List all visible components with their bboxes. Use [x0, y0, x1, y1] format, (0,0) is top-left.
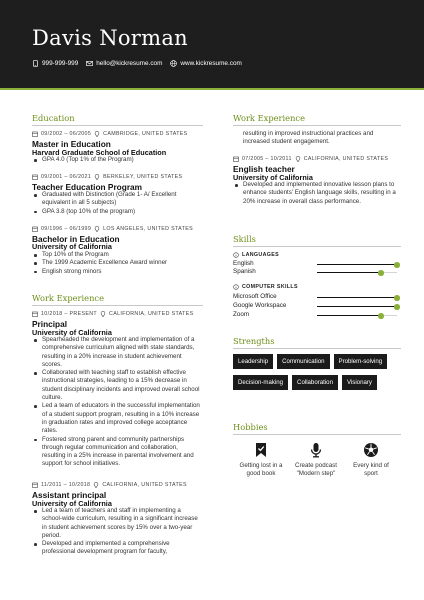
strength-tag: Communication: [277, 354, 329, 369]
hobbies-title: Hobbies: [233, 422, 268, 432]
work-1-org: University of California: [32, 328, 112, 337]
skills-group-languages: [233, 252, 279, 258]
calendar-icon: [233, 156, 239, 162]
work-continued-text: resulting in improved instructional practices and increased student engagement.: [243, 130, 374, 146]
edu-1-meta: [32, 131, 188, 137]
skill-label: Spanish: [233, 268, 256, 275]
strength-tag: Visionary: [342, 375, 377, 390]
hobby-label-line2: sport: [364, 470, 378, 477]
skill-row: [233, 311, 401, 319]
skill-row: [233, 293, 401, 301]
skills-rule: [233, 246, 401, 247]
skill-level-bar: [317, 272, 397, 273]
contact-email: [86, 60, 162, 67]
skill-level-dot: [378, 270, 384, 276]
calendar-icon: [32, 131, 38, 137]
bullet-item: Top 10% of the Program: [32, 251, 202, 259]
contact-bar: [32, 60, 242, 67]
bullet-item: Spearheaded the development and implementation of a comprehensive curriculum aligned with state standards, resulting in a 20% increase in student achievement scores.: [32, 336, 200, 369]
website-text: www.kickresume.com: [180, 60, 242, 67]
work-2-org: University of California: [32, 499, 112, 508]
hobby-item: [288, 442, 344, 478]
microphone-icon: [308, 442, 324, 458]
strength-tag: Decision-making: [233, 375, 288, 390]
skill-row: [233, 268, 401, 276]
strength-tag: Problem-solving: [334, 354, 388, 369]
bullet-item: GPA 3.8 (top 10% of the program): [32, 208, 202, 216]
work-1-location: CALIFORNIA, UNITED STATES: [109, 311, 194, 317]
skill-row: [233, 302, 401, 310]
work-3-location: CALIFORNIA, UNITED STATES: [303, 156, 389, 162]
work-2-dates: 11/2011 – 10/2018: [41, 482, 91, 488]
hobby-item: [233, 442, 289, 478]
work-1-dates: 10/2018 – PRESENT: [41, 311, 98, 317]
strength-tag: Collaboration: [292, 375, 338, 390]
work-experience-rule: [32, 305, 203, 306]
skill-level-bar: [317, 297, 397, 298]
strengths-title: Strengths: [233, 336, 275, 346]
skill-level-dot: [394, 295, 400, 301]
bullet-item: Developed and implemented a comprehensive professional development program for faculty,: [32, 540, 200, 557]
skills-group-heading: LANGUAGES: [242, 252, 279, 258]
edu-3-degree: Bachelor in Education: [32, 234, 120, 244]
work-experience-cont-rule: [233, 125, 401, 126]
work-2-meta: [32, 482, 187, 488]
edu-2-degree: Teacher Education Program: [32, 182, 143, 192]
work-3-dates: 07/2005 – 10/2011: [242, 156, 292, 162]
edu-3-dates: 09/1996 – 06/1999: [41, 226, 92, 232]
work-experience-cont-title: Work Experience: [233, 113, 305, 123]
education-title: Education: [32, 113, 75, 123]
skill-level-fill: [317, 306, 397, 307]
skill-label: Google Workspace: [233, 302, 287, 309]
strengths-rule: [233, 348, 401, 349]
info-circle-icon: [233, 284, 239, 290]
skill-label: Zoom: [233, 311, 250, 318]
edu-2-meta: [32, 174, 182, 180]
bullet-item: Led a team of educators in the successful implementation of a student support program, resulting in a 10% increase in graduation rates and improved college acceptance rates.: [32, 402, 200, 435]
skill-level-bar: [317, 315, 397, 316]
location-pin-icon: [94, 226, 100, 232]
work-1-role: Principal: [32, 319, 68, 329]
work-3-role: English teacher: [233, 164, 295, 174]
bookmark-icon: [253, 442, 269, 458]
skills-title: Skills: [233, 234, 256, 244]
globe-icon: [170, 60, 177, 67]
location-pin-icon: [100, 311, 106, 317]
bullet-item: English strong minors: [32, 268, 202, 276]
work-3-org: University of California: [233, 173, 313, 182]
work-experience-title: Work Experience: [32, 293, 104, 303]
hobby-label-line2: good book: [246, 470, 276, 477]
work-2-role: Assistant principal: [32, 490, 107, 500]
soccer-ball-icon: [363, 442, 379, 458]
edu-3-bullets: [32, 251, 202, 276]
phone-icon: [32, 60, 39, 67]
hobby-label-line2: "Modern step": [296, 470, 336, 477]
bullet-item: The 1999 Academic Excellence Award winner: [32, 259, 202, 267]
location-pin-icon: [94, 174, 100, 180]
work-2-bullets: [32, 507, 200, 557]
skill-level-bar: [317, 306, 397, 307]
header-accent-line: [0, 88, 424, 90]
edu-1-location: CAMBRIDGE, UNITED STATES: [103, 131, 188, 137]
bullet-item: Led a team of teachers and staff in implementing a school-wide curriculum, resulting in a significant increase in student achievement scores by 15% over a two-year period.: [32, 507, 200, 540]
edu-2-location: BERKELEY, UNITED STATES: [103, 174, 183, 180]
info-circle-icon: [233, 252, 239, 258]
hobby-item: [343, 442, 399, 478]
edu-1-dates: 09/2002 – 06/2005: [41, 131, 92, 137]
location-pin-icon: [93, 482, 99, 488]
skill-level-fill: [317, 297, 397, 298]
bullet-item: Developed and implemented innovative lesson plans to enhance students' English language skills, resulting in a 20% increase in overall class performance.: [233, 181, 401, 206]
calendar-icon: [32, 174, 38, 180]
hobby-label-line1: Every kind of: [353, 462, 389, 469]
work-3-meta: [233, 156, 388, 162]
work-2-location: CALIFORNIA, UNITED STATES: [102, 482, 187, 488]
strength-tag: Leadership: [233, 354, 273, 369]
work-1-meta: [32, 311, 194, 317]
edu-3-meta: [32, 226, 193, 232]
edu-3-location: LOS ANGELES, UNITED STATES: [103, 226, 193, 232]
location-pin-icon: [295, 156, 301, 162]
work-1-bullets: [32, 336, 200, 469]
work-3-bullets: [233, 181, 401, 206]
email-icon: [86, 60, 93, 67]
candidate-name: Davis Norman: [32, 26, 189, 50]
calendar-icon: [32, 226, 38, 232]
edu-2-bullets: [32, 191, 202, 216]
edu-2-dates: 09/2001 – 06/2021: [41, 174, 92, 180]
strengths-tags: [233, 354, 403, 390]
skill-label: Microsoft Office: [233, 293, 277, 300]
hobby-label-line1: Getting lost in a: [239, 462, 283, 469]
education-rule: [32, 125, 203, 126]
edu-1-bullets: [32, 156, 202, 164]
skill-level-fill: [317, 315, 381, 316]
bullet-item: Collaborated with teaching staff to establish effective instructional strategies, leading to a 15% decrease in student disciplinary incidents and improved overall school culture.: [32, 369, 200, 402]
phone-text: 999-999-999: [42, 60, 79, 67]
bullet-item: GPA 4.0 (Top 1% of the Program): [32, 156, 202, 164]
hobby-label-line1: Create podcast: [295, 462, 337, 469]
bullet-item: Fostered strong parent and community partnerships through regular communication and collaboration, resulting in a 25% increase in parental involvement and support for school initiatives.: [32, 436, 200, 469]
skill-level-fill: [317, 272, 381, 273]
email-text: hello@kickresume.com: [96, 60, 163, 67]
skill-label: English: [233, 260, 254, 267]
skill-level-bar: [317, 264, 397, 265]
edu-3-school: University of California: [32, 242, 112, 251]
edu-1-degree: Master in Education: [32, 139, 111, 149]
skills-group-heading: COMPUTER SKILLS: [242, 284, 298, 290]
calendar-icon: [32, 482, 38, 488]
edu-1-school: Harvard Graduate School of Education: [32, 148, 167, 157]
location-pin-icon: [94, 131, 100, 137]
skill-level-fill: [317, 264, 397, 265]
hobbies-rule: [233, 434, 401, 435]
resume-header: [0, 0, 424, 88]
calendar-icon: [32, 311, 38, 317]
skills-group-computer: [233, 284, 298, 290]
skill-row: [233, 260, 401, 268]
bullet-item: Graduated with Distinction (Grade 1- A/ Excellent equivalent in all 5 subjects): [32, 191, 202, 208]
contact-website: [170, 60, 241, 67]
skill-level-dot: [394, 262, 400, 268]
skill-level-dot: [394, 304, 400, 310]
contact-phone: [32, 60, 78, 67]
skill-level-dot: [378, 313, 384, 319]
